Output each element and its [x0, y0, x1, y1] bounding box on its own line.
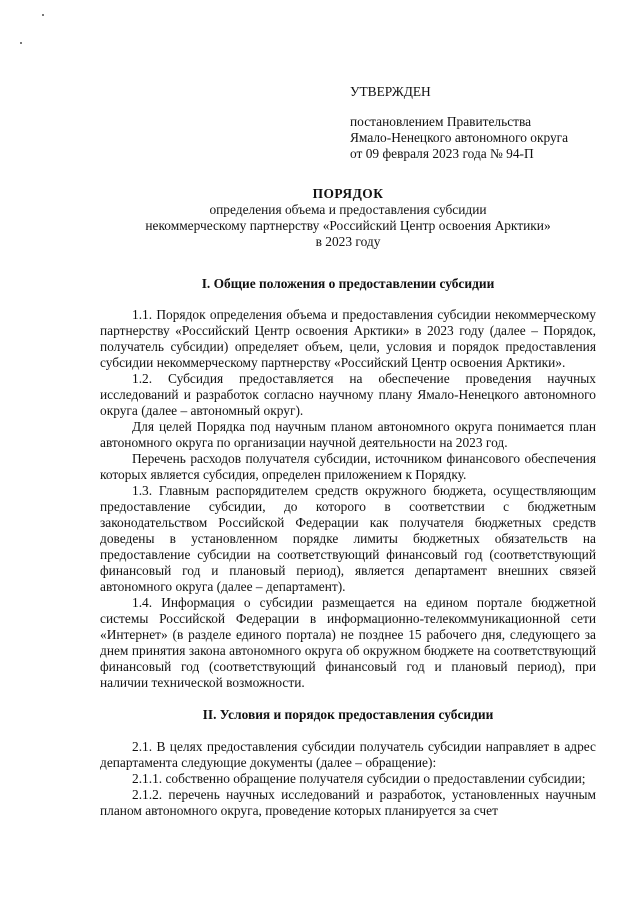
approval-line: Ямало-Ненецкого автономного округа: [350, 130, 569, 145]
section-2-body: [100, 739, 596, 819]
paragraph: 2.1.2. перечень научных исследований и разработок, установленных научным планом автономного округа, проведение которых планируется за счет: [100, 787, 596, 818]
paragraph: Перечень расходов получателя субсидии, источником финансового обеспечения которых является субсидия, определен приложением к Порядку.: [100, 451, 596, 482]
paragraph: 1.2. Субсидия предоставляется на обеспечение проведения научных исследований и разработок согласно научному плану Ямало-Ненецкого автономного округа (далее – автономный округ).: [100, 371, 596, 418]
paragraph: 1.3. Главным распорядителем средств окружного бюджета, осуществляющим предоставление субсидии, до которого в соответствии с бюджетным законодательством Российской Федерации как получателя бюджетных средств доведены в установленном порядке лимиты бюджетных обязательств на предоставление субсидии на соответствующий финансовый год (соответствующий финансовый год и плановый период), является департамент внешних связей автономного округа (далее – департамент).: [100, 483, 596, 594]
paragraph: 2.1.1. собственно обращение получателя субсидии о предоставлении субсидии;: [132, 771, 586, 786]
approval-heading: УТВЕРЖДЕН: [350, 84, 431, 99]
approval-line: постановлением Правительства: [350, 114, 532, 129]
paragraph: 1.1. Порядок определения объема и предоставления субсидии некоммерческому партнерству «Российский Центр освоения Арктики» в 2023 году (далее – Порядок, получатель субсидии) определяет объем, цели, условия и порядок предоставления субсидии некоммерческому партнерству «Российский Центр освоения Арктики».: [100, 307, 596, 370]
title-line: некоммерческому партнерству «Российский Центр освоения Арктики»: [145, 218, 551, 233]
approval-line: от 09 февраля 2023 года № 94-П: [350, 146, 534, 161]
title-line: определения объема и предоставления субсидии: [209, 202, 487, 217]
section-1-body: [100, 307, 596, 691]
paragraph: 2.1. В целях предоставления субсидии получатель субсидии направляет в адрес департамента следующие документы (далее – обращение):: [100, 739, 596, 770]
scan-mark: [20, 42, 22, 44]
paragraph: Для целей Порядка под научным планом автономного округа понимается план автономного округа по организации научной деятельности на 2023 год.: [100, 419, 596, 450]
section-2-title: II. Условия и порядок предоставления субсидии: [202, 707, 494, 722]
title-main: ПОРЯДОК: [312, 186, 384, 201]
paragraph: 1.4. Информация о субсидии размещается на едином портале бюджетной системы Российской Федерации в информационно-телекоммуникационной сети «Интернет» (в разделе единого портала) не позднее 15 рабочего дня, следующего за днем принятия закона автономного округа об окружном бюджете на соответствующий финансовый год (соответствующий финансовый год и плановый период), при наличии технической возможности.: [100, 595, 596, 690]
approval-block: [350, 84, 568, 162]
section-1-title: I. Общие положения о предоставлении субсидии: [201, 276, 495, 291]
scan-mark: [42, 14, 44, 16]
document-title: [100, 186, 596, 250]
title-line: в 2023 году: [315, 234, 381, 249]
